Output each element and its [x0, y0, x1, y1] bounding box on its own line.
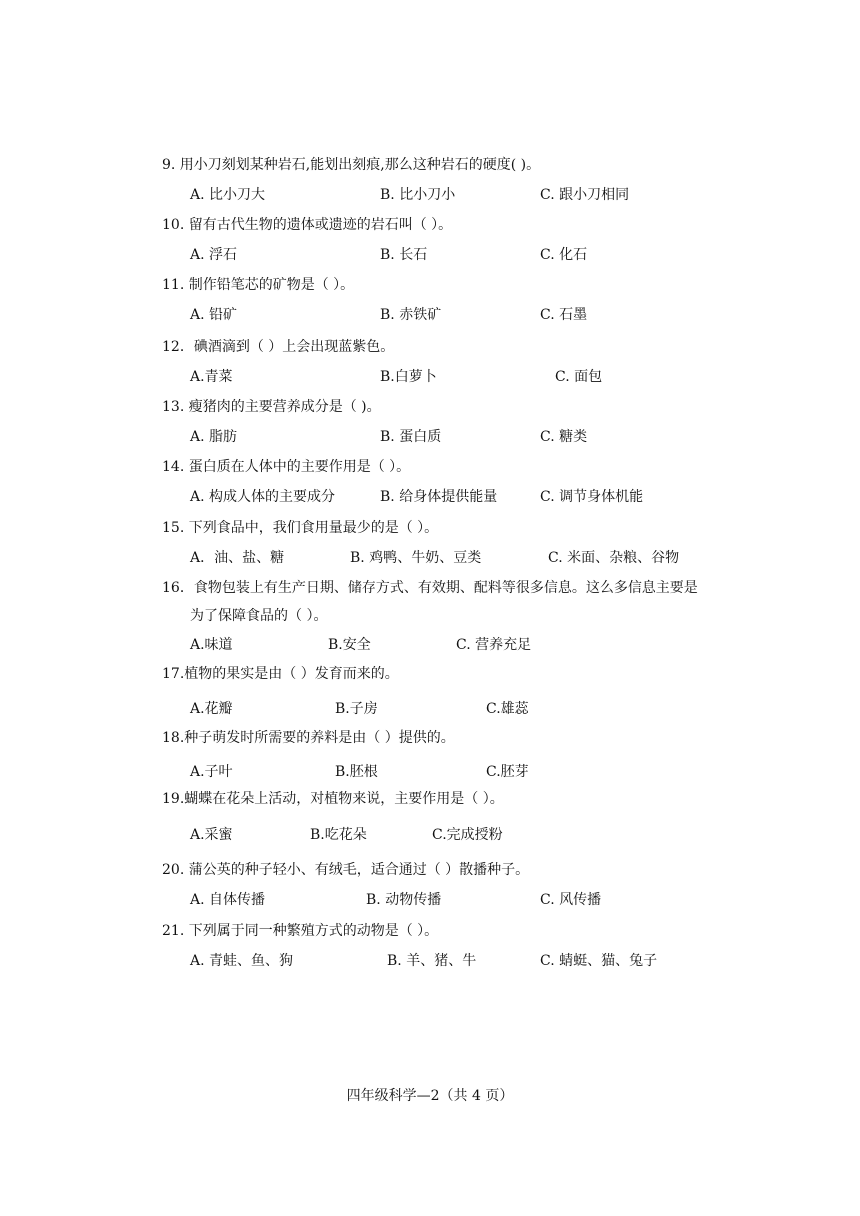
option-c: C. 面包 — [555, 369, 603, 385]
option-b: B. 给身体提供能量 — [380, 489, 498, 505]
option-a: A. 比小刀大 — [190, 187, 266, 203]
option-a: A.采蜜 — [190, 827, 233, 843]
question-stem-continued: 为了保障食品的（ ）。 — [190, 608, 328, 624]
question-stem: 20. 蒲公英的种子轻小、有绒毛，适合通过（ ）散播种子。 — [162, 862, 530, 878]
question-stem: 10. 留有古代生物的遗体或遗迹的岩石叫（ ）。 — [162, 217, 453, 233]
question-stem: 18.种子萌发时所需要的养料是由（ ）提供的。 — [162, 730, 455, 746]
option-b: B. 比小刀小 — [380, 187, 456, 203]
question-stem: 13. 瘦猪肉的主要营养成分是（ )。 — [162, 399, 381, 415]
question-stem: 11. 制作铅笔芯的矿物是（ ）。 — [162, 277, 355, 293]
option-b: B.吃花朵 — [310, 827, 367, 843]
option-c: C. 调节身体机能 — [540, 489, 644, 505]
option-a: A. 铅矿 — [190, 307, 238, 323]
option-b: B. 蛋白质 — [380, 429, 442, 445]
option-b: B. 鸡鸭、牛奶、豆类 — [350, 550, 482, 566]
option-b: B. 动物传播 — [366, 892, 442, 908]
option-c: C. 风传播 — [540, 892, 602, 908]
option-c: C. 化石 — [540, 247, 588, 263]
option-a: A. 浮石 — [190, 247, 238, 263]
option-a: A.花瓣 — [190, 701, 233, 717]
option-c: C. 米面、杂粮、谷物 — [548, 550, 680, 566]
option-c: C. 营养充足 — [456, 637, 532, 653]
option-a: A. 构成人体的主要成分 — [190, 489, 336, 505]
option-c: C. 跟小刀相同 — [540, 187, 630, 203]
question-stem: 19.蝴蝶在花朵上活动，对植物来说，主要作用是（ ）。 — [162, 791, 504, 807]
option-b: B.子房 — [335, 701, 378, 717]
option-b: B. 长石 — [380, 247, 428, 263]
option-b: B.白萝卜 — [380, 369, 437, 385]
question-stem: 9. 用小刀刻划某种岩石,能划出刻痕,那么这种岩石的硬度( )。 — [162, 157, 541, 173]
question-stem: 15. 下列食品中，我们食用量最少的是（ ）。 — [162, 520, 439, 536]
question-stem: 12．碘酒滴到（ ）上会出现蓝紫色。 — [162, 339, 395, 355]
page-footer: 四年级科学—2（共 4 页） — [346, 1088, 514, 1104]
option-b: B. 赤铁矿 — [380, 307, 442, 323]
option-a: A. 自体传播 — [190, 892, 266, 908]
option-c: C. 糖类 — [540, 429, 588, 445]
question-stem: 16．食物包装上有生产日期、储存方式、有效期、配料等很多信息。这么多信息主要是 — [162, 580, 698, 596]
option-c: C. 蜻蜓、猫、兔子 — [540, 953, 658, 969]
option-a: A．油、盐、糖 — [190, 550, 285, 566]
question-stem: 17.植物的果实是由（ ）发育而来的。 — [162, 666, 399, 682]
option-b: B.安全 — [328, 637, 371, 653]
question-stem: 21. 下列属于同一种繁殖方式的动物是（ ）。 — [162, 923, 439, 939]
question-stem: 14. 蛋白质在人体中的主要作用是（ ）。 — [162, 459, 411, 475]
option-b: B.胚根 — [335, 764, 378, 780]
option-b: B. 羊、猪、牛 — [387, 953, 477, 969]
option-a: A. 脂肪 — [190, 429, 238, 445]
option-a: A.青菜 — [190, 369, 233, 385]
option-a: A. 青蛙、鱼、狗 — [190, 953, 294, 969]
option-c: C.完成授粉 — [432, 827, 503, 843]
option-c: C.胚芽 — [486, 764, 529, 780]
option-c: C.雄蕊 — [486, 701, 529, 717]
option-c: C. 石墨 — [540, 307, 588, 323]
option-a: A.子叶 — [190, 764, 233, 780]
option-a: A.味道 — [190, 637, 233, 653]
